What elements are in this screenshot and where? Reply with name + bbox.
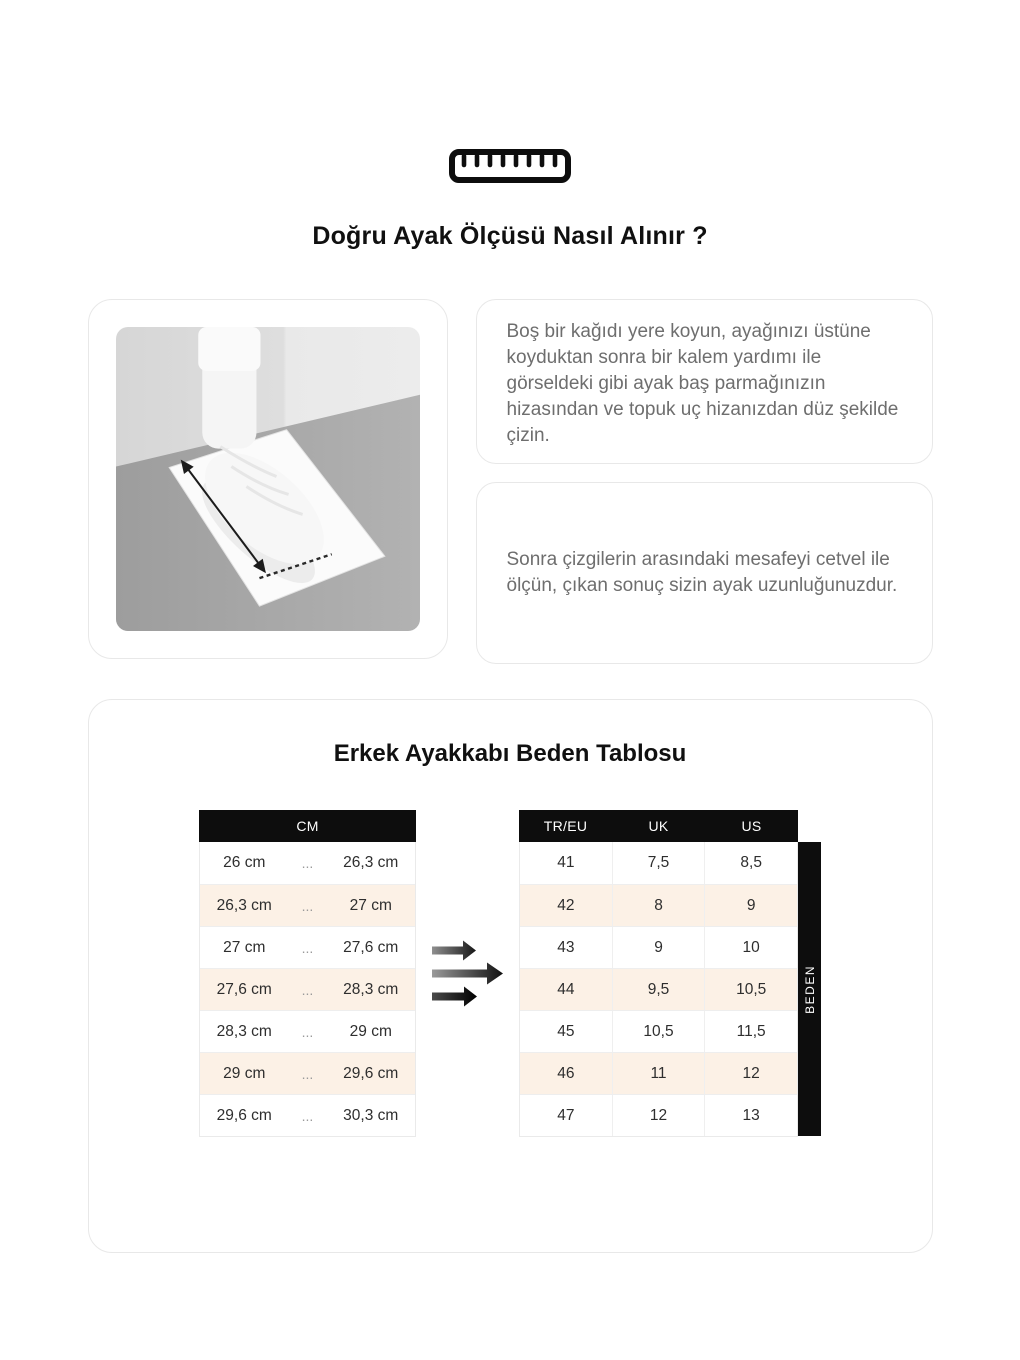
cm-from: 26,3 cm [216,896,272,914]
size-us: 12 [704,1053,797,1094]
size-treu: 43 [557,938,575,956]
size-uk: 7,5 [612,842,705,884]
instruction-text-draw: Boş bir kağıdı yere koyun, ayağınızı üstüne koyduktan sonra bir kalem yardımı ile görseldeki gibi ayak baş parmağınızın hizasından ve topuk uç hizanızdan düz şekilde çizin. [506,321,899,446]
beden-label-text: BEDEN [802,964,817,1014]
foot-measurement-photo [88,299,448,659]
conversion-table-header [519,810,798,842]
size-us: 8,5 [704,842,797,884]
size-uk: 10,5 [612,1011,705,1052]
cm-table-rows [199,842,416,1137]
table-row [520,1094,797,1136]
cm-to: 29 cm [349,1022,392,1040]
instruction-card-measure [476,482,933,664]
conversion-arrows-icon [431,938,504,1008]
table-row [520,1010,797,1052]
table-row [520,1052,797,1094]
cm-table-header: CM [199,810,416,842]
cm-from: 26 cm [223,854,266,871]
size-us: 13 [704,1095,797,1136]
range-separator: ... [301,1023,314,1040]
cm-from: 29 cm [223,1064,266,1082]
table-row [200,926,415,968]
size-treu: 45 [557,1022,575,1040]
cm-to: 27 cm [349,896,392,914]
cm-to: 29,6 cm [343,1064,399,1082]
cm-to: 30,3 cm [343,1106,399,1124]
size-table-card [88,699,933,1253]
cm-to: 26,3 cm [343,854,399,871]
cm-to: 28,3 cm [343,980,399,998]
size-treu: 41 [557,854,575,871]
size-uk: 12 [612,1095,705,1136]
table-row [520,926,797,968]
cm-from: 29,6 cm [216,1106,272,1124]
cm-from: 28,3 cm [216,1022,272,1040]
size-table-title: Erkek Ayakkabı Beden Tablosu [333,740,687,767]
table-row [200,884,415,926]
table-row [520,884,797,926]
size-us: 11,5 [704,1011,797,1052]
size-uk: 9,5 [612,969,705,1010]
table-row [520,968,797,1010]
table-row [200,968,415,1010]
size-uk: 9 [612,927,705,968]
table-row [520,842,797,884]
instructions-section [88,299,933,664]
instruction-cards [476,299,933,664]
size-us: 9 [704,885,797,926]
table-row [200,842,415,884]
column-header-uk: UK [648,818,669,834]
conversion-table [519,810,798,1137]
beden-vertical-label [798,842,821,1136]
table-row [200,1094,415,1136]
instruction-text-measure: Sonra çizgilerin arasındaki mesafeyi cetvel ile ölçün, çıkan sonuç sizin ayak uzunluğunuzdur. [506,549,898,596]
page-title: Doğru Ayak Ölçüsü Nasıl Alınır ? [312,222,708,250]
range-separator: ... [301,1107,314,1124]
ruler-icon [0,148,1020,184]
column-header-treu: TR/EU [543,818,588,834]
range-separator: ... [301,939,314,956]
size-us: 10 [704,927,797,968]
size-tables [89,810,932,1137]
size-treu: 42 [557,896,575,914]
cm-from: 27,6 cm [216,980,272,998]
table-row [200,1052,415,1094]
table-row [200,1010,415,1052]
size-uk: 11 [612,1053,705,1094]
column-header-us: US [741,818,762,834]
conversion-table-rows [519,842,798,1137]
range-separator: ... [301,897,314,914]
size-uk: 8 [612,885,705,926]
cm-to: 27,6 cm [343,938,399,956]
range-separator: ... [301,855,314,871]
size-treu: 47 [557,1106,575,1124]
conversion-table-group [519,810,821,1137]
size-us: 10,5 [704,969,797,1010]
instruction-card-draw [476,299,933,464]
size-treu: 46 [557,1064,575,1082]
cm-from: 27 cm [223,938,266,956]
range-separator: ... [301,1065,314,1082]
range-separator: ... [301,981,314,998]
cm-table [199,810,416,1137]
size-treu: 44 [557,980,575,998]
